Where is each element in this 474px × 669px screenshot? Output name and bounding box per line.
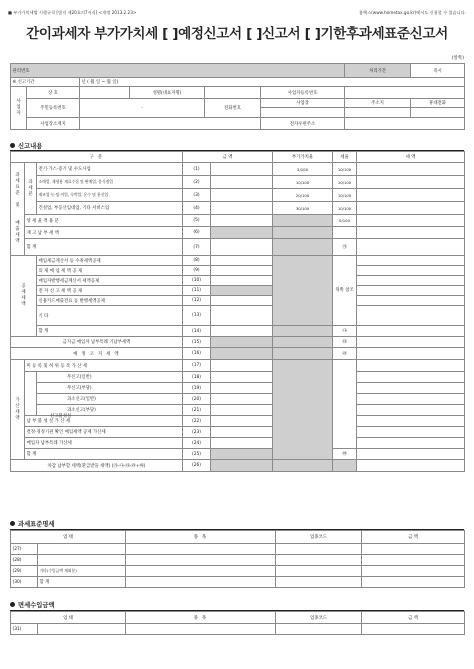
side-tax-base: 과 세 표 준 및 매 출 세 액	[11, 163, 25, 256]
row-4-tax[interactable]	[357, 202, 465, 215]
col-item-3: 종 목	[126, 612, 276, 624]
row-30-amount[interactable]	[362, 577, 465, 588]
form-reference: ■ 부가가치세법 시행규칙 [별지 제20호의7서식] <개정 2013.2.23>	[8, 10, 137, 15]
phone-office-field[interactable]	[261, 108, 345, 118]
row-16-rate	[273, 348, 333, 360]
row-9-tax[interactable]	[357, 266, 465, 276]
row-27-code[interactable]	[276, 544, 362, 555]
row-29-code[interactable]	[276, 566, 362, 577]
row-26-amount	[211, 460, 273, 472]
row-24-no: (24)	[183, 438, 211, 449]
row-13-label: 기 타	[37, 306, 183, 326]
owner-name-label: 성명(대표자명)	[130, 87, 205, 99]
row-29-label: 기타(수입금액 제외분)	[38, 566, 126, 577]
side-deduct: 공 제 세 액	[11, 256, 37, 337]
row-3-amount[interactable]	[211, 189, 273, 202]
row-22-label: 납 부 불 성 실 가 산 세	[25, 416, 183, 427]
row-23-no: (23)	[183, 427, 211, 438]
row-28-industry[interactable]	[38, 555, 126, 566]
row-19-amount[interactable]	[211, 383, 273, 394]
row-6-tax-rate	[333, 227, 357, 239]
email-field[interactable]	[345, 118, 465, 130]
surcharge-rate-shade	[273, 360, 333, 460]
row-30-code[interactable]	[276, 577, 362, 588]
row-13-no: (13)	[183, 306, 211, 326]
row-14-tax-rate: ㉯	[333, 326, 357, 337]
row-8-label: 매입세금계산서 등 수취세액공제	[37, 256, 183, 266]
row-2-no: (2)	[183, 176, 211, 189]
row-29-amount[interactable]	[362, 566, 465, 577]
row-26-rate	[273, 460, 333, 472]
row-30-item[interactable]	[126, 577, 276, 588]
mobile-field[interactable]	[411, 108, 465, 118]
row-16-amount	[211, 348, 273, 360]
phone-address-label: 주소지	[345, 99, 411, 108]
row-15-tax[interactable]	[357, 337, 465, 348]
row-25-label: 합 계	[25, 449, 183, 460]
bullet-icon	[10, 602, 15, 607]
row-30-label: 합 계	[38, 577, 126, 588]
row-3-tax-rate: 10/100	[333, 189, 357, 202]
row-14-label: 합 계	[37, 326, 183, 337]
row-14-rate	[273, 326, 333, 337]
row-24-tax[interactable]	[357, 438, 465, 449]
phone-office-label: 사업장	[261, 99, 345, 108]
row-7-no: (7)	[183, 239, 211, 256]
row-7-label: 합 계	[25, 239, 183, 256]
col-tax: 세 액	[357, 152, 465, 163]
row-5-tax[interactable]	[357, 215, 465, 227]
bullet-icon	[10, 521, 15, 526]
row-28-amount[interactable]	[362, 555, 465, 566]
deduct-rate-shade	[273, 256, 333, 326]
form-title: 간이과세자 부가가치세 [ ]예정신고서 [ ]신고서 [ ]기한후과세표준신고서	[26, 26, 448, 42]
row-25-amount	[211, 449, 273, 460]
row-14-tax[interactable]	[357, 326, 465, 337]
row-17-label: 미 등 록 및 허 위 등 록 가 산 세	[25, 360, 183, 372]
row-2-tax[interactable]	[357, 176, 465, 189]
col-category: 구 분	[11, 152, 183, 163]
report-period-label: ※ 신고기간	[11, 78, 80, 87]
row-17-amount[interactable]	[211, 360, 273, 372]
row-10-tax[interactable]	[357, 276, 465, 286]
page-note: (앞쪽)	[451, 56, 464, 61]
row-30-no: (30)	[11, 577, 38, 588]
row-19-tax[interactable]	[357, 383, 465, 394]
row-28-no: (28)	[11, 555, 38, 566]
phone-address-field[interactable]	[345, 108, 411, 118]
row-20-no: (20)	[183, 394, 211, 405]
row-26-tax-rate	[333, 460, 357, 472]
row-18-label: 무신고(일반)	[37, 372, 183, 383]
report-group-label	[25, 372, 37, 416]
row-2-rate: 10/100	[273, 176, 333, 189]
row-22-no: (22)	[183, 416, 211, 427]
col-amount-3: 금 액	[362, 612, 465, 624]
row-16-no: (16)	[183, 348, 211, 360]
row-4-amount[interactable]	[211, 202, 273, 215]
row-18-tax[interactable]	[357, 372, 465, 383]
row-17-no: (17)	[183, 360, 211, 372]
row-11-tax[interactable]	[357, 286, 465, 296]
row-5-amount[interactable]	[211, 215, 273, 227]
col-industry-3: 업 태	[11, 612, 126, 624]
row-10-amount[interactable]	[211, 276, 273, 286]
form-header	[8, 10, 466, 16]
row-15-amount	[211, 337, 273, 348]
row-29-no: (29)	[11, 566, 38, 577]
col-code: 업종코드	[276, 531, 362, 544]
section-tax-base-detail: 과세표준명세	[10, 519, 55, 528]
row-16-tax-rate: ㉱	[333, 348, 357, 360]
row-1-rate: 5/100	[273, 163, 333, 176]
row-17-tax[interactable]	[357, 360, 465, 372]
col-amount: 금 액	[183, 152, 273, 163]
section-exempt-income: 면세수입금액	[10, 600, 55, 609]
deduct-note: 뒤쪽 참조	[333, 256, 357, 326]
row-9-amount[interactable]	[211, 266, 273, 276]
row-26-tax[interactable]	[357, 460, 465, 472]
row-15-rate	[273, 337, 333, 348]
row-2-label: 소매업, 재생용 재료수집 및 판매업, 음식점업	[37, 176, 183, 189]
row-31-amount[interactable]	[362, 624, 465, 635]
row-23-label: 결정·경정기관 확인 매입세액 공제 가산세	[25, 427, 183, 438]
col-item: 종 목	[126, 531, 276, 544]
row-4-rate: 30/100	[273, 202, 333, 215]
row-7-amount[interactable]	[211, 239, 273, 256]
row-1-label: 전기·가스·증기 및 수도사업	[37, 163, 183, 176]
row-6-no: (6)	[183, 227, 211, 239]
row-27-item[interactable]	[126, 544, 276, 555]
row-6-label: 재 고 납 부 세 액	[25, 227, 183, 239]
col-amount2: 금 액	[362, 531, 465, 544]
row-6-amount	[211, 227, 273, 239]
bullet-icon	[10, 143, 15, 148]
location-label: 사업장소재지	[27, 118, 80, 130]
row-24-amount[interactable]	[211, 438, 273, 449]
location-field[interactable]	[80, 118, 261, 130]
row-1-tax[interactable]	[357, 163, 465, 176]
row-28-item[interactable]	[126, 555, 276, 566]
rrn-label: 주민등록번호	[27, 99, 80, 118]
taxpayer-info-table	[10, 63, 465, 130]
tax-base-detail-table	[10, 530, 465, 588]
row-1-no: (1)	[183, 163, 211, 176]
row-3-rate: 20/100	[273, 189, 333, 202]
row-31-item[interactable]	[126, 624, 276, 635]
row-11-no: (11)	[183, 286, 211, 296]
row-7-tax-rate: ㉮	[333, 239, 357, 256]
row-21-no: (21)	[183, 405, 211, 416]
row-20-amount[interactable]	[211, 394, 273, 405]
row-20-tax[interactable]	[357, 394, 465, 405]
row-7-tax[interactable]	[357, 239, 465, 256]
row-9-label: 의 제 매 입 세 액 공 제	[37, 266, 183, 276]
trade-name-field[interactable]	[80, 87, 130, 99]
side-taxable: 과 세 분	[25, 163, 37, 215]
row-14-amount[interactable]	[211, 326, 273, 337]
hometax-note: 홈택스(www.hometax.go.kr)에서도 신청할 수 있습니다.	[359, 10, 466, 15]
row-2-amount[interactable]	[211, 176, 273, 189]
row-26-no: (26)	[183, 460, 211, 472]
row-8-amount[interactable]	[211, 256, 273, 266]
row-15-no: (15)	[183, 337, 211, 348]
row-29-item[interactable]	[126, 566, 276, 577]
side-surcharge: 가 산 세 액	[11, 360, 25, 460]
email-label: 전자우편주소	[261, 118, 345, 130]
row-21-label: 과소신고(부당)	[37, 405, 183, 416]
exempt-income-table	[10, 611, 465, 635]
row-15-label: 금지금 매입자 납부특례 기납부세액	[11, 337, 183, 348]
phone-label: 전화번호	[205, 99, 261, 118]
row-9-no: (9)	[183, 266, 211, 276]
col-code-3: 업종코드	[276, 612, 362, 624]
brn-label: 사업자등록번호	[261, 87, 345, 99]
report-group-text: 신고불성실	[50, 414, 72, 419]
row-7-rate	[273, 239, 333, 256]
row-8-no: (8)	[183, 256, 211, 266]
owner-name-field[interactable]	[205, 87, 261, 99]
brn-field[interactable]	[345, 87, 465, 99]
row-18-amount[interactable]	[211, 372, 273, 383]
row-22-amount[interactable]	[211, 416, 273, 427]
row-23-tax[interactable]	[357, 427, 465, 438]
row-3-label: 제조업·농·임·어업, 숙박업, 운수 및 통신업	[37, 189, 183, 202]
row-27-amount[interactable]	[362, 544, 465, 555]
row-3-no: (3)	[183, 189, 211, 202]
row-19-label: 무신고(부당)	[37, 383, 183, 394]
row-28-code[interactable]	[276, 555, 362, 566]
row-20-label: 과소신고(일반)	[37, 394, 183, 405]
mobile-label: 휴대전화	[411, 99, 465, 108]
row-21-tax[interactable]	[357, 405, 465, 416]
row-26-label: 차감 납부할 세액(환급받을 세액) (㉮-㉯-㉰-㉱+㉲)	[11, 460, 183, 472]
row-4-no: (4)	[183, 202, 211, 215]
row-27-no: (27)	[11, 544, 38, 555]
row-13-tax[interactable]	[357, 306, 465, 326]
processing-period-label: 처리기간	[345, 64, 411, 78]
row-12-no: (12)	[183, 296, 211, 306]
row-8-tax[interactable]	[357, 256, 465, 266]
row-23-amount[interactable]	[211, 427, 273, 438]
row-10-no: (10)	[183, 276, 211, 286]
row-6-rate	[273, 227, 333, 239]
trade-name-label: 상 호	[27, 87, 80, 99]
row-16-tax[interactable]	[357, 348, 465, 360]
row-27-industry[interactable]	[38, 544, 126, 555]
row-25-tax-rate: ㉲	[333, 449, 357, 460]
row-6-tax[interactable]	[357, 227, 465, 239]
row-12-label: 신용카드매출전표 등 발행세액공제	[37, 296, 183, 306]
row-15-tax-rate: ㉰	[333, 337, 357, 348]
mgmt-number-label: 관리번호	[11, 64, 345, 78]
row-12-tax[interactable]	[357, 296, 465, 306]
row-31-no: (31)	[11, 624, 38, 635]
row-4-label: 건설업, 부동산임대업, 기타 서비스업	[37, 202, 183, 215]
row-1-amount[interactable]	[211, 163, 273, 176]
row-10-label: 매입자발행세금계산서 세액공제	[37, 276, 183, 286]
row-31-code[interactable]	[276, 624, 362, 635]
row-16-label: 예 정 고 지 세 액	[11, 348, 183, 360]
row-13-amount[interactable]	[211, 306, 273, 326]
row-31-industry[interactable]	[38, 624, 126, 635]
row-25-tax[interactable]	[357, 449, 465, 460]
row-12-amount[interactable]	[211, 296, 273, 306]
row-2-tax-rate: 10/100	[333, 176, 357, 189]
row-5-no: (5)	[183, 215, 211, 227]
rrn-field[interactable]: -	[80, 99, 205, 118]
row-25-no: (25)	[183, 449, 211, 460]
row-5-label: 영 세 율 적 용 분	[25, 215, 183, 227]
col-industry: 업 태	[11, 531, 126, 544]
row-19-no: (19)	[183, 383, 211, 394]
row-5-tax-rate: 0/100	[333, 215, 357, 227]
col-value-added-rate: 부가가치율	[273, 152, 333, 163]
row-22-tax[interactable]	[357, 416, 465, 427]
report-period-field[interactable]: 년 ( 월 일 ~ 월 일)	[80, 78, 465, 87]
business-side-label: 사 업 자	[11, 87, 27, 130]
processing-period-value: 즉시	[411, 64, 465, 78]
row-24-label: 매입자 납부특례 가산세	[25, 438, 183, 449]
row-4-tax-rate: 10/100	[333, 202, 357, 215]
col-tax-rate: 세율	[333, 152, 357, 163]
row-1-tax-rate: 10/100	[333, 163, 357, 176]
surcharge-note	[333, 360, 357, 449]
row-21-amount[interactable]	[211, 405, 273, 416]
row-5-rate	[273, 215, 333, 227]
row-11-label: 전 자 신 고 세 액 공 제	[37, 286, 183, 296]
section-report-content: 신고내용	[10, 141, 42, 150]
report-content-table	[10, 151, 465, 472]
row-11-amount	[211, 286, 273, 296]
row-3-tax[interactable]	[357, 189, 465, 202]
row-18-no: (18)	[183, 372, 211, 383]
row-14-no: (14)	[183, 326, 211, 337]
